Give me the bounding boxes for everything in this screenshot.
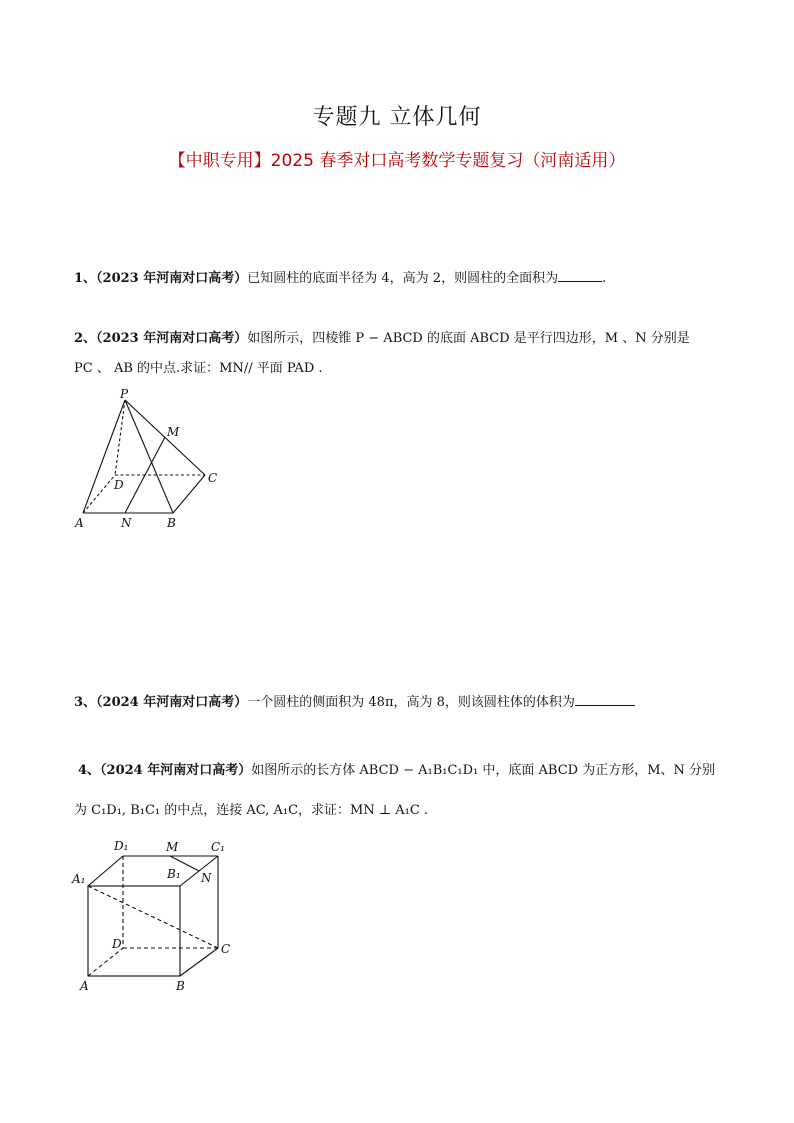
question-4-number: 4、	[78, 763, 101, 778]
question-4-source: （2024 年河南对口高考）	[100, 763, 252, 778]
cuboid-label-b: B	[176, 979, 185, 993]
question-4-line2: 为 C₁D₁, B₁C₁ 的中点，连接 AC, A₁C，求证：MN ⊥ A₁C .	[74, 803, 429, 818]
question-2-line2: PC 、 AB 的中点.求证：MN// 平面 PAD .	[74, 361, 323, 376]
cuboid-label-b1: B₁	[167, 867, 181, 881]
pyramid-label-a: A	[75, 516, 84, 530]
cuboid-label-m: M	[166, 840, 179, 854]
pyramid-figure	[70, 385, 230, 530]
question-4-line1: 如图所示的长方体 ABCD − A₁B₁C₁D₁ 中，底面 ABCD 为正方形，M、N 分别	[251, 763, 716, 778]
pyramid-label-p: P	[120, 387, 129, 401]
cuboid-label-d1: D₁	[114, 839, 129, 853]
pyramid-label-n: N	[121, 516, 132, 530]
question-1	[74, 268, 606, 290]
cuboid-figure	[70, 838, 240, 998]
question-2	[74, 328, 690, 350]
question-3-text: 一个圆柱的侧面积为 48π，高为 8，则该圆柱体的体积为	[247, 695, 575, 710]
answer-blank-1	[558, 269, 602, 282]
question-1-end: .	[602, 271, 607, 286]
question-1-source: （2023 年河南对口高考）	[96, 271, 248, 286]
cuboid-label-d: D	[112, 937, 122, 951]
page-title: 专题九 立体几何	[312, 105, 482, 130]
question-3-source: （2024 年河南对口高考）	[96, 695, 248, 710]
pyramid-label-m: M	[167, 425, 180, 439]
cuboid-label-c1: C₁	[211, 840, 225, 854]
cuboid-label-n: N	[201, 871, 212, 885]
question-2-line1: 如图所示，四棱锥 P − ABCD 的底面 ABCD 是平行四边形，M 、N 分别是	[247, 331, 690, 346]
answer-blank-3	[575, 693, 635, 706]
question-3-number: 3、	[74, 695, 97, 710]
pyramid-label-b: B	[167, 516, 176, 530]
question-2-number: 2、	[74, 331, 97, 346]
pyramid-label-d: D	[114, 478, 124, 492]
question-1-number: 1、	[74, 271, 97, 286]
cuboid-label-a: A	[80, 979, 89, 993]
question-4	[78, 760, 715, 782]
cuboid-label-a1: A₁	[72, 872, 86, 886]
pyramid-label-c: C	[208, 471, 218, 485]
question-1-text: 已知圆柱的底面半径为 4，高为 2，则圆柱的全面积为	[247, 271, 559, 286]
cuboid-label-c: C	[221, 942, 231, 956]
question-3	[74, 692, 635, 714]
page-subtitle: 【中职专用】2025 春季对口高考数学专题复习（河南适用）	[168, 151, 626, 171]
question-2-source: （2023 年河南对口高考）	[96, 331, 248, 346]
